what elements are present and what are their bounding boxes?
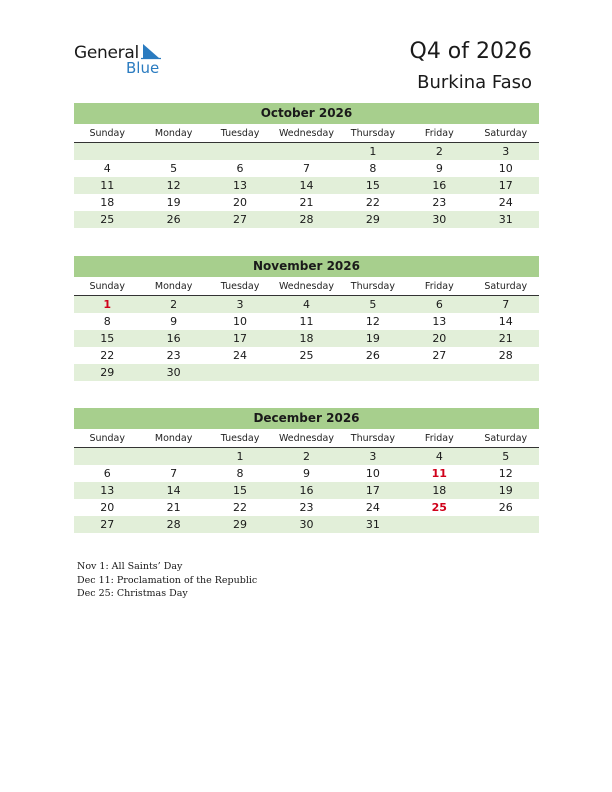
week-row (74, 330, 539, 347)
day-cell: 18 (299, 332, 314, 345)
day-cell: 30 (166, 366, 181, 379)
weekday-label: Tuesday (220, 281, 260, 292)
month-october (74, 103, 539, 228)
day-cell: 23 (166, 349, 181, 362)
week-row (74, 482, 539, 499)
month-title: October 2026 (74, 103, 539, 124)
day-cell: 5 (369, 298, 377, 311)
day-cell: 27 (432, 349, 447, 362)
day-cell: 6 (103, 467, 111, 480)
day-cell: 22 (233, 501, 248, 514)
month-title: December 2026 (74, 408, 539, 429)
day-cell: 7 (502, 298, 510, 311)
day-cell: 14 (498, 315, 513, 328)
month-december (74, 408, 539, 533)
weekday-header-row (74, 279, 539, 296)
day-cell: 19 (166, 196, 181, 209)
day-cell: 18 (432, 484, 447, 497)
weekday-label: Friday (424, 281, 454, 292)
week-row (74, 160, 539, 177)
page-title: Q4 of 2026 (409, 39, 532, 64)
day-cell (473, 516, 539, 533)
day-cell (74, 448, 140, 465)
day-cell: 1 (236, 450, 244, 463)
day-cell: 17 (233, 332, 248, 345)
holiday-note: Dec 11: Proclamation of the Republic (77, 574, 258, 586)
day-cell: 28 (299, 213, 314, 226)
day-cell: 19 (365, 332, 380, 345)
day-cell: 16 (299, 484, 314, 497)
day-cell: 6 (236, 162, 244, 175)
weekday-label: Wednesday (278, 433, 334, 444)
day-cell: 28 (166, 518, 181, 531)
week-row (74, 364, 539, 381)
day-cell (273, 143, 339, 160)
country-name: Burkina Faso (417, 72, 532, 93)
day-cell: 15 (233, 484, 248, 497)
day-cell: 23 (299, 501, 314, 514)
day-cell: 22 (100, 349, 115, 362)
day-cell (207, 143, 273, 160)
weekday-label: Friday (424, 433, 454, 444)
day-cell: 7 (170, 467, 178, 480)
holiday-note: Nov 1: All Saints’ Day (77, 561, 183, 572)
day-cell: 7 (302, 162, 310, 175)
day-cell: 28 (498, 349, 513, 362)
day-cell: 8 (103, 315, 111, 328)
day-cell: 1 (369, 145, 377, 158)
day-cell: 5 (170, 162, 178, 175)
holiday-day-cell: 25 (431, 501, 447, 514)
day-cell: 17 (498, 179, 513, 192)
week-row (74, 499, 539, 516)
day-cell (207, 364, 273, 381)
day-cell: 10 (233, 315, 248, 328)
day-cell: 3 (369, 450, 377, 463)
day-cell: 9 (435, 162, 443, 175)
holiday-day-cell: 1 (103, 298, 112, 311)
weekday-label: Saturday (484, 433, 528, 444)
day-cell: 31 (365, 518, 380, 531)
weekday-label: Thursday (350, 281, 395, 292)
day-cell: 9 (302, 467, 310, 480)
day-cell: 27 (233, 213, 248, 226)
logo-text-general: General (74, 43, 139, 63)
day-cell: 2 (435, 145, 443, 158)
day-cell: 21 (299, 196, 314, 209)
day-cell (340, 364, 406, 381)
day-cell: 13 (233, 179, 248, 192)
day-cell: 21 (498, 332, 513, 345)
day-cell: 30 (299, 518, 314, 531)
day-cell: 11 (100, 179, 115, 192)
month-november (74, 256, 539, 381)
week-row (74, 177, 539, 194)
month-title: November 2026 (74, 256, 539, 277)
weekday-header-row (74, 431, 539, 448)
weekday-label: Thursday (350, 433, 395, 444)
weekday-label: Wednesday (278, 281, 334, 292)
weekday-label: Thursday (350, 128, 395, 139)
day-cell: 29 (233, 518, 248, 531)
logo-text-blue: Blue (126, 59, 160, 77)
day-cell: 15 (100, 332, 115, 345)
day-cell: 14 (299, 179, 314, 192)
logo-flag-icon (141, 44, 161, 60)
weekday-label: Monday (154, 128, 193, 139)
day-cell: 22 (365, 196, 380, 209)
day-cell: 16 (166, 332, 181, 345)
day-cell: 10 (498, 162, 513, 175)
day-cell: 16 (432, 179, 447, 192)
day-cell (273, 364, 339, 381)
day-cell: 5 (502, 450, 510, 463)
day-cell (406, 364, 472, 381)
weekday-label: Wednesday (278, 128, 334, 139)
day-cell: 21 (166, 501, 181, 514)
day-cell: 11 (299, 315, 314, 328)
day-cell: 29 (100, 366, 115, 379)
weekday-label: Friday (424, 128, 454, 139)
day-cell: 12 (498, 467, 513, 480)
day-cell: 13 (432, 315, 447, 328)
day-cell: 12 (365, 315, 380, 328)
day-cell: 14 (166, 484, 181, 497)
day-cell (406, 516, 472, 533)
weekday-label: Monday (154, 281, 193, 292)
weekday-label: Saturday (484, 281, 528, 292)
weekday-label: Tuesday (220, 433, 260, 444)
weekday-label: Monday (154, 433, 193, 444)
holiday-notes (77, 560, 257, 601)
week-row (74, 143, 539, 160)
weekday-label: Sunday (89, 433, 125, 444)
week-row (74, 516, 539, 533)
weekday-label: Saturday (484, 128, 528, 139)
weekday-label: Sunday (89, 128, 125, 139)
logo (74, 43, 174, 79)
day-cell: 23 (432, 196, 447, 209)
day-cell: 17 (365, 484, 380, 497)
day-cell: 29 (365, 213, 380, 226)
day-cell: 25 (299, 349, 314, 362)
day-cell: 19 (498, 484, 513, 497)
day-cell: 31 (498, 213, 513, 226)
day-cell: 26 (498, 501, 513, 514)
day-cell: 2 (302, 450, 310, 463)
day-cell: 27 (100, 518, 115, 531)
week-row (74, 296, 539, 313)
day-cell: 3 (236, 298, 244, 311)
day-cell: 24 (233, 349, 248, 362)
holiday-day-cell: 11 (431, 467, 447, 480)
day-cell: 6 (435, 298, 443, 311)
day-cell (140, 143, 206, 160)
day-cell: 4 (103, 162, 111, 175)
day-cell: 24 (365, 501, 380, 514)
week-row (74, 211, 539, 228)
day-cell: 8 (369, 162, 377, 175)
day-cell: 24 (498, 196, 513, 209)
holiday-note: Dec 25: Christmas Day (77, 588, 188, 599)
day-cell: 13 (100, 484, 115, 497)
day-cell (74, 143, 140, 160)
day-cell (473, 364, 539, 381)
week-row (74, 465, 539, 482)
day-cell: 25 (100, 213, 115, 226)
day-cell: 3 (502, 145, 510, 158)
day-cell: 2 (170, 298, 178, 311)
day-cell (140, 448, 206, 465)
day-cell: 20 (233, 196, 248, 209)
day-cell: 30 (432, 213, 447, 226)
weekday-label: Sunday (89, 281, 125, 292)
day-cell: 12 (166, 179, 181, 192)
day-cell: 15 (365, 179, 380, 192)
day-cell: 18 (100, 196, 115, 209)
week-row (74, 313, 539, 330)
day-cell: 20 (432, 332, 447, 345)
day-cell: 26 (365, 349, 380, 362)
day-cell: 4 (435, 450, 443, 463)
day-cell: 26 (166, 213, 181, 226)
day-cell: 8 (236, 467, 244, 480)
day-cell: 9 (170, 315, 178, 328)
week-row (74, 347, 539, 364)
day-cell: 10 (365, 467, 380, 480)
weekday-label: Tuesday (220, 128, 260, 139)
weekday-header-row (74, 126, 539, 143)
week-row (74, 194, 539, 211)
week-row (74, 448, 539, 465)
day-cell: 20 (100, 501, 115, 514)
day-cell: 4 (302, 298, 310, 311)
